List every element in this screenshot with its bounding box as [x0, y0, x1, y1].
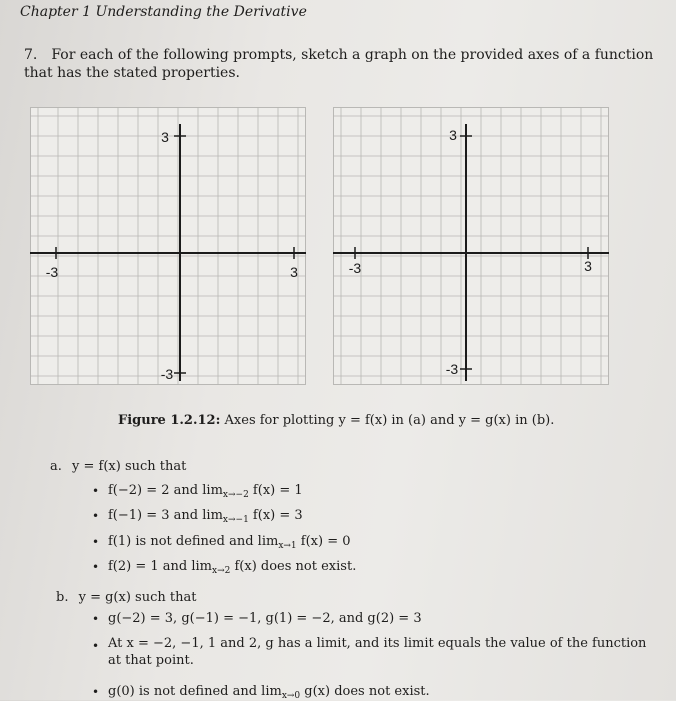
bullet-dot: • [92, 535, 100, 549]
problem-number: 7. [24, 47, 38, 63]
axes-b-grid [333, 107, 609, 385]
part-a-item-3: f(1) is not defined and $\lim_{x\to 1} f(x) = 0$ [108, 534, 351, 551]
axes-a-label-ymin: -3 [160, 366, 174, 382]
axes-a-label-ymax: 3 [161, 129, 169, 145]
bullet-dot: • [92, 560, 100, 574]
part-b-label: b. [56, 590, 69, 605]
part-b-title: y = g(x) such that [78, 590, 197, 605]
part-a-label: a. [50, 459, 62, 474]
axes-b-plot [333, 107, 609, 385]
grid-frame [31, 108, 306, 385]
bullet-dot: • [92, 484, 100, 498]
axes-b-label-ymin: -3 [445, 361, 459, 377]
problem-text: For each of the following prompts, sketch a graph on the provided axes of a function that has the stated properties. [24, 47, 654, 81]
part-a-item-4: f(2) = 1 and $\lim_{x\to 2} f(x)$ does not exist. [108, 559, 357, 576]
part-a-title: y = f(x) such that [72, 459, 187, 474]
figure-label: Figure 1.2.12: [118, 413, 221, 428]
grid-frame [334, 108, 609, 385]
axes-a-label-xmin: -3 [45, 264, 59, 280]
part-b-item-2: At x = −2, −1, 1 and 2, g has a limit, and its limit equals the value of the function at that point. [108, 636, 647, 668]
axes-a-label-xmax: 3 [290, 264, 298, 280]
bullet-dot: • [92, 685, 100, 699]
axes-b-label-xmin: -3 [348, 260, 362, 276]
bullet-dot: • [92, 612, 100, 626]
axes-a-grid [30, 107, 306, 385]
axes-a-plot [30, 107, 306, 385]
figure-caption [118, 413, 554, 428]
part-a-item-1: f(−2) = 2 and $\lim_{x\to-2} f(x) = 1$ [108, 483, 303, 500]
part-b-item-3: g(0) is not defined and $\lim_{x\to 0} g(x)$ does not exist. [108, 684, 430, 701]
part-b-heading [56, 590, 196, 605]
axes-b-label-ymax: 3 [449, 127, 457, 143]
part-a-heading [50, 459, 186, 474]
figure-caption-text: Axes for plotting y = f(x) in (a) and y = g(x) in (b). [224, 413, 555, 428]
problem-statement [24, 46, 664, 82]
bullet-dot: • [92, 509, 100, 523]
chapter-header: Chapter 1 Understanding the Derivative [20, 4, 307, 20]
bullet-dot: • [92, 639, 100, 653]
part-b-item-1: g(−2) = 3, g(−1) = −1, g(1) = −2, and g(2) = 3 [108, 611, 422, 626]
part-a-item-2: f(−1) = 3 and $\lim_{x\to-1} f(x) = 3$ [108, 508, 303, 525]
axes-b-label-xmax: 3 [584, 258, 592, 274]
